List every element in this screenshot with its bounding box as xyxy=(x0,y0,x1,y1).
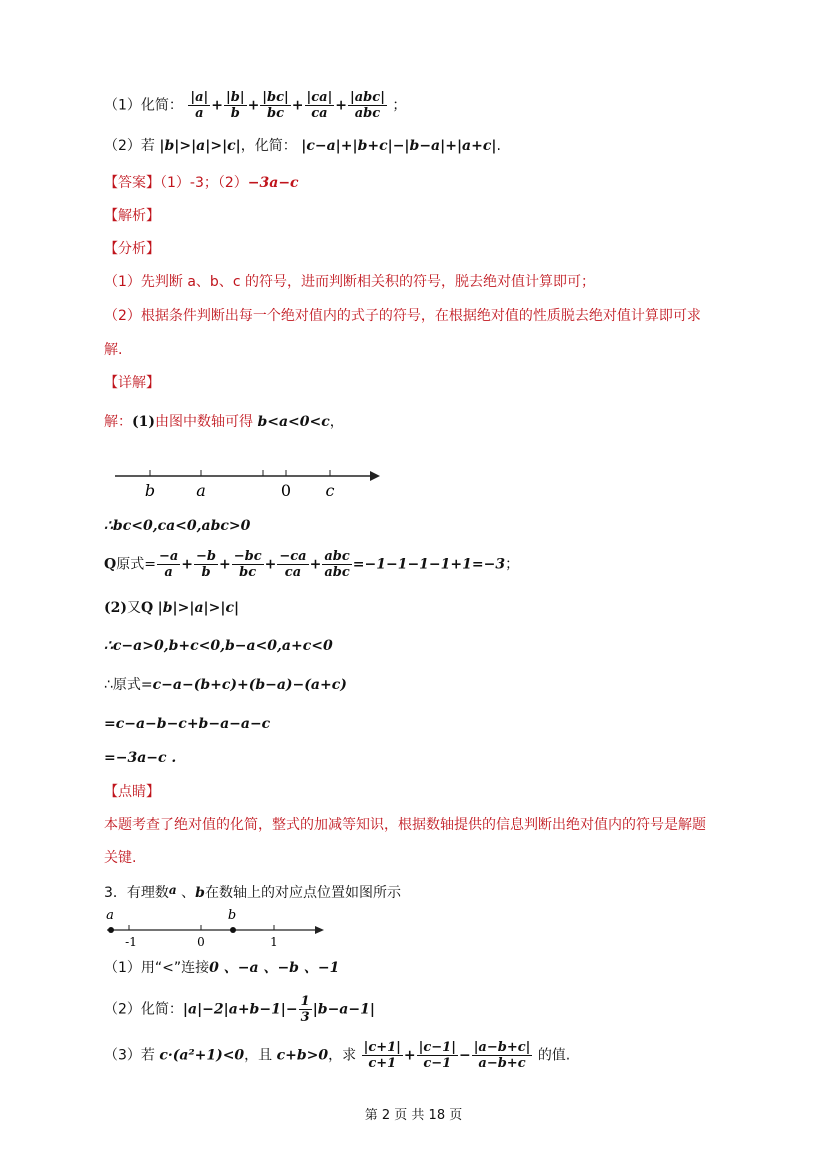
detail-tag: 【详解】 xyxy=(104,375,160,391)
fraction: $\frac{-ca}{ca}$ xyxy=(279,549,307,580)
question-3-2: （2）化简：|a|−2|a+b−1|− $\frac{1}{3}$ |b−a−1| xyxy=(104,994,375,1025)
fraction: $\frac{\text{|abc|}}{\text{abc}}$ xyxy=(350,90,385,121)
question-1: （1）化简： $\frac{|a|}{a}$ + $\frac{|b|}{b}$ + $\frac{|bc|}{bc}$ + $\frac{|ca|}{ca}$ + $\frac{\text{|abc|}}{\text{abc}}$ ； xyxy=(104,90,407,121)
analysis-tag: 【解析】 xyxy=(104,208,160,224)
original-expression-line: Q原式= $\frac{-a}{a}$ + $\frac{-b}{b}$ + $\frac{-bc}{bc}$ + $\frac{-ca}{ca}$ + $\frac{\text{abc}}{\text{abc}}$ =−1−1−1−1+1=−3； xyxy=(104,549,520,580)
fenxi-tag: 【分析】 xyxy=(104,241,160,257)
axis1-label-a: a xyxy=(196,481,206,500)
axis2-label-0: 0 xyxy=(197,935,205,949)
dianjing-line-1: 本题考查了绝对值的化简，整式的加减等知识，根据数轴提供的信息判断出绝对值内的符号是解题 xyxy=(104,817,706,833)
sign-line: ∴bc<0,ca<0,abc>0 xyxy=(104,518,251,534)
fraction: $\frac{|c+1|}{c+1}$ xyxy=(363,1040,401,1071)
fraction: $\frac{|bc|}{bc}$ xyxy=(262,90,289,121)
fraction: $\frac{-a}{a}$ xyxy=(158,549,179,580)
point-a xyxy=(108,927,114,933)
dianjing-line-2: 关键. xyxy=(104,850,137,866)
equation-line-1: =c−a−b−c+b−a−a−c xyxy=(104,716,271,732)
fraction: $\frac{|a-b+c|}{a-b+c}$ xyxy=(473,1040,531,1071)
fraction: $\frac{\text{abc}}{\text{abc}}$ xyxy=(324,549,350,580)
question-3-1: （1）用“<”连接0 、−a 、−b 、−1 xyxy=(104,960,340,976)
question-2: （2）若 |b|>|a|>|c|，化简： |c−a|+|b+c|−|b−a|+|a+c|. xyxy=(104,138,501,154)
point-b xyxy=(230,927,236,933)
dianjing-tag: 【点睛】 xyxy=(104,784,160,800)
fenxi-line-3: 解. xyxy=(104,342,123,358)
axis2-point-a: a xyxy=(106,908,114,923)
detail-line-2: (2)又Q |b|>|a|>|c| xyxy=(104,600,240,616)
axis2-label-neg1: -1 xyxy=(125,935,137,949)
fraction: $\frac{|b|}{b}$ xyxy=(226,90,245,121)
fenxi-line-1: （1）先判断 a、b、c 的符号，进而判断相关积的符号，脱去绝对值计算即可； xyxy=(104,274,595,290)
axis1-label-b: b xyxy=(144,481,156,500)
question-3-3: （3）若 c·(a²+1)<0，且 c+b>0，求 $\frac{|c+1|}{c+1}$ + $\frac{|c-1|}{c-1}$ − $\frac{|a-b+c|}{a-b+c}$ 的值. xyxy=(104,1040,571,1071)
fraction: $\frac{-b}{b}$ xyxy=(196,549,216,580)
axis1-label-0: 0 xyxy=(280,481,292,500)
original-expand-line: ∴原式=c−a−(b+c)+(b−a)−(a+c) xyxy=(104,677,347,693)
answer-line: 【答案】（1）-3；（2）−3a−c xyxy=(104,175,299,191)
fraction: $\frac{1}{3}$ xyxy=(300,994,310,1025)
fraction: $\frac{|c-1|}{c-1}$ xyxy=(418,1040,456,1071)
number-line-1 xyxy=(110,462,390,502)
equation-line-2: =−3a−c . xyxy=(104,750,177,766)
page-footer: 第 2 页 共 18 页 xyxy=(364,1108,463,1123)
fraction: $\frac{|a|}{a}$ xyxy=(190,90,209,121)
fenxi-line-2: （2）根据条件判断出每一个绝对值内的式子的符号，在根据绝对值的性质脱去绝对值计算即可求 xyxy=(104,308,701,324)
signs-line: ∴c−a>0,b+c<0,b−a<0,a+c<0 xyxy=(104,638,333,654)
axis2-label-1: 1 xyxy=(270,935,278,949)
detail-line-1: 解：(1)由图中数轴可得 b<a<0<c， xyxy=(104,414,344,430)
question-3: 3．有理数a 、b在数轴上的对应点位置如图所示 xyxy=(104,883,401,901)
fraction: $\frac{|ca|}{ca}$ xyxy=(306,90,333,121)
axis1-label-c: c xyxy=(325,481,335,500)
axis2-point-b: b xyxy=(227,908,237,923)
fraction: $\frac{-bc}{bc}$ xyxy=(233,549,262,580)
number-line-2 xyxy=(102,906,332,950)
